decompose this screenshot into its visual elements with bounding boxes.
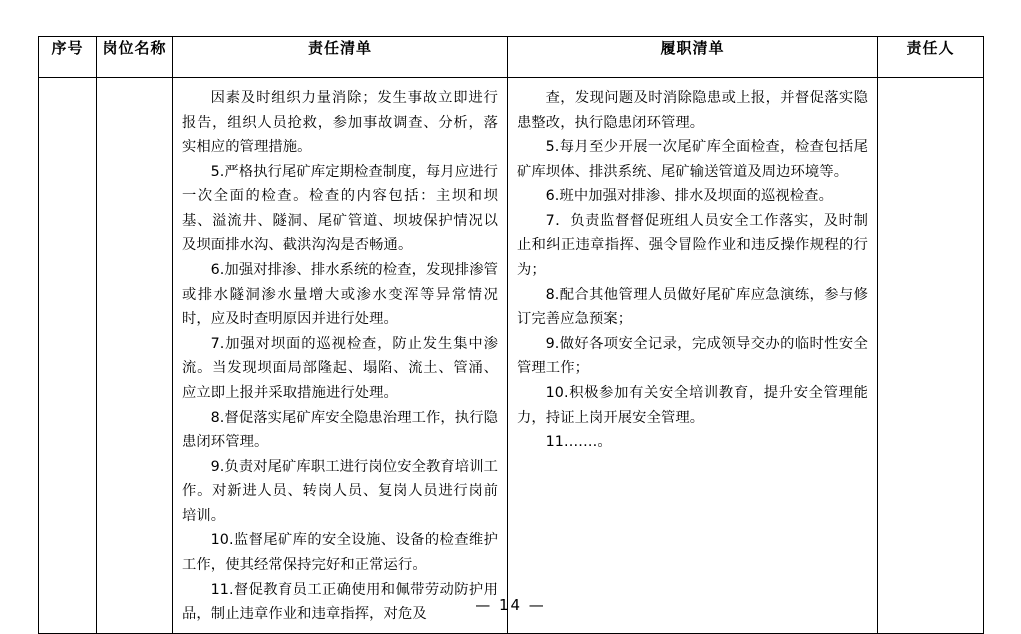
duty-paragraph: 10.监督尾矿库的安全设施、设备的检查维护工作，使其经常保持完好和正常运行。 (182, 532, 498, 573)
duty-paragraph: 5.严格执行尾矿库定期检查制度，每月应进行一次全面的检查。检查的内容包括：主坝和坝基、溢流井、隧洞、尾矿管道、坝坡保护情况以及坝面排水沟、截洪沟沟是否畅通。 (182, 163, 498, 254)
performance-paragraph: 9.做好各项安全记录，完成领导交办的临时性安全管理工作； (517, 335, 868, 377)
table-row (39, 78, 984, 634)
column-header-performance-list: 履职清单 (508, 37, 878, 78)
performance-list-text (508, 78, 877, 461)
performance-paragraph: 5.每月至少开展一次尾矿库全面检查，检查包括尾矿库坝体、排洪系统、尾矿输送管道及周边环境等。 (517, 139, 868, 180)
column-header-duty-list: 责任清单 (173, 37, 508, 78)
duty-paragraph: 8.督促落实尾矿库安全隐患治理工作，执行隐患闭环管理。 (182, 409, 498, 451)
duty-paragraph: 11.督促教育员工正确使用和佩带劳动防护用品，制止违章作业和违章指挥，对危及 (182, 581, 498, 623)
cell-no (39, 78, 97, 634)
duty-paragraph: 6.加强对排渗、排水系统的检查，发现排渗管或排水隧洞渗水量增大或渗水变浑等异常情况时，应及时查明原因并进行处理。 (182, 262, 498, 328)
cell-performance-list (508, 78, 878, 634)
duty-list-text (173, 78, 507, 633)
cell-duty-list (173, 78, 508, 634)
cell-owner (878, 78, 984, 634)
table-header-row (39, 37, 984, 78)
duty-paragraph: 因素及时组织力量消除；发生事故立即进行报告，组织人员抢救，参加事故调查、分析，落实相应的管理措施。 (182, 90, 498, 156)
performance-paragraph: 查，发现问题及时消除隐患或上报，并督促落实隐患整改，执行隐患闭环管理。 (517, 90, 868, 131)
responsibility-table (38, 36, 984, 634)
performance-paragraph: 8.配合其他管理人员做好尾矿库应急演练，参与修订完善应急预案； (517, 286, 868, 328)
performance-paragraph: 7．负责监督督促班组人员安全工作落实，及时制止和纠正违章指挥、强令冒险作业和违反操作规程的行为； (517, 212, 868, 279)
column-header-no: 序号 (39, 37, 97, 78)
performance-paragraph: 11.……。 (545, 434, 612, 451)
duty-paragraph: 7.加强对坝面的巡视检查，防止发生集中渗流。当发现坝面局部隆起、塌陷、流土、管涌、应立即上报并采取措施进行处理。 (182, 335, 498, 401)
performance-paragraph: 6.班中加强对排渗、排水及坝面的巡视检查。 (545, 188, 833, 205)
column-header-post-name: 岗位名称 (97, 37, 173, 78)
duty-paragraph: 9.负责对尾矿库职工进行岗位安全教育培训工作。对新进人员、转岗人员、复岗人员进行岗前培训。 (182, 458, 498, 524)
performance-paragraph: 10.积极参加有关安全培训教育，提升安全管理能力，持证上岗开展安全管理。 (517, 384, 868, 426)
cell-post-name (97, 78, 173, 634)
column-header-owner: 责任人 (878, 37, 984, 78)
page-number: — 14 — (475, 596, 546, 614)
